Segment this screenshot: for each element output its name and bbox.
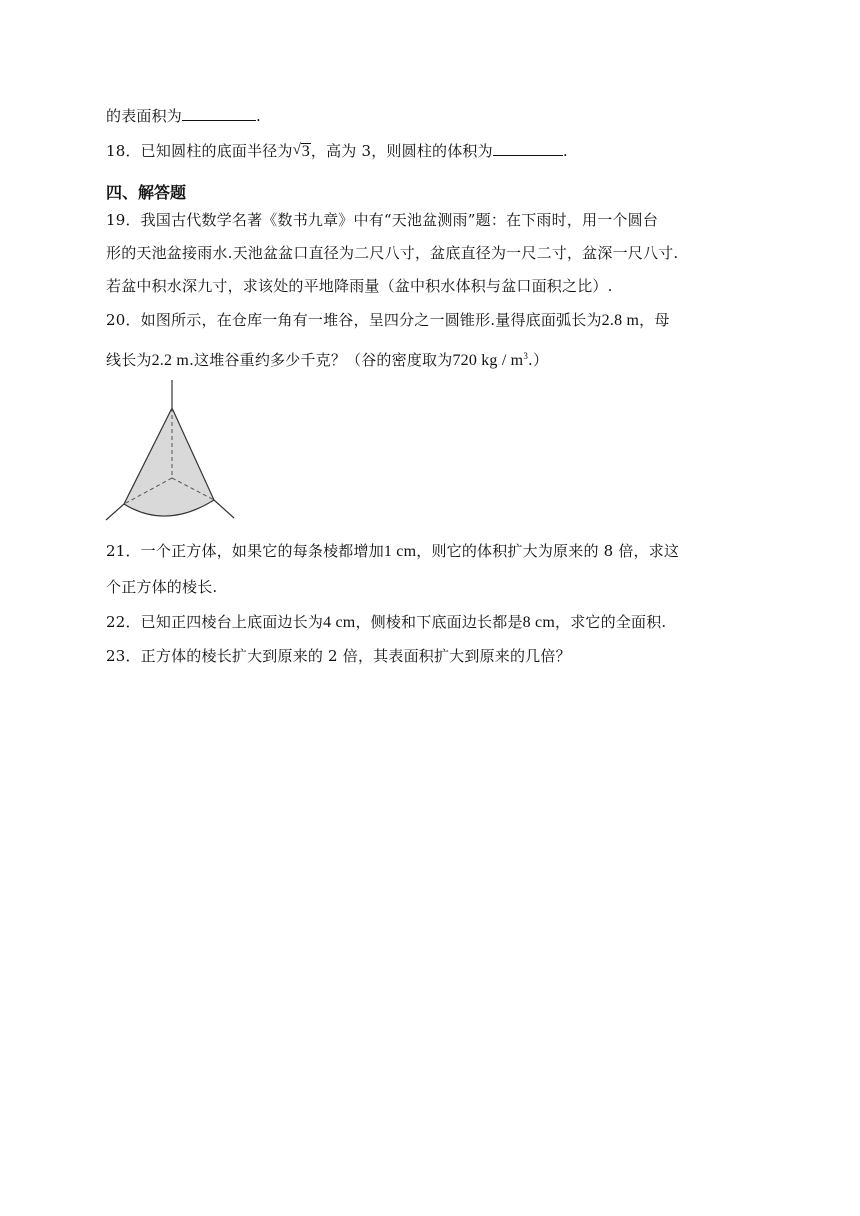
density-value: [452, 352, 528, 369]
slant-length: 2.2 m: [151, 352, 190, 369]
question-21-line-2: 个正方体的棱长.: [106, 578, 218, 596]
top-edge-length: 4 cm: [323, 614, 356, 631]
question-19-line-2: 形的天池盆接雨水.天池盆盆口直径为二尺八寸，盆底直径为一尺二寸，盆深一尺八寸.: [106, 244, 679, 262]
q22-text-b: ，侧棱和下底面边长都是: [355, 613, 523, 631]
question-19-line-1: 19．我国古代数学名著《数书九章》中有“天池盆测雨”题：在下雨时，用一个圆台: [106, 211, 659, 229]
floor-line-right: [214, 500, 234, 518]
question-20-line-1: [106, 310, 670, 331]
q18-end: .: [562, 142, 568, 160]
q22-text-a: 22．已知正四棱台上底面边长为: [106, 613, 324, 631]
q21-text-1a: 21．一个正方体，如果它的每条棱都增加: [106, 542, 384, 560]
sqrt-radicand: 3: [301, 143, 310, 160]
sqrt-3: [293, 142, 311, 162]
section-heading: 四、解答题: [106, 183, 187, 202]
radical-sign-icon: √: [292, 142, 302, 158]
q20-text-1a: 20．如图所示，在仓库一角有一堆谷，呈四分之一圆锥形.量得底面弧长为: [106, 311, 602, 329]
arc-length: 2.8 m: [601, 312, 640, 329]
q18-text-a: 18．已知圆柱的底面半径为: [106, 142, 293, 160]
q20-text-1b: ，母: [639, 311, 670, 329]
q17-end: .: [256, 107, 261, 125]
density-exponent: 3: [523, 351, 529, 361]
question-18: [106, 141, 568, 162]
edge-increase: 1 cm: [383, 543, 417, 560]
q20-text-2a: 线长为: [106, 351, 152, 369]
cone-surface: [124, 408, 214, 516]
answer-blank-18: [493, 141, 563, 156]
quarter-cone-figure: [104, 378, 238, 524]
question-19-line-3: 若盆中积水深九寸，求该处的平地降雨量（盆中积水体积与盆口面积之比）.: [106, 277, 613, 295]
q18-text-b: ，高为 3，则圆柱的体积为: [310, 142, 493, 160]
question-23: 23．正方体的棱长扩大到原来的 2 倍，其表面积扩大到原来的几倍？: [106, 647, 571, 665]
side-edge-length: 8 cm: [522, 614, 556, 631]
q22-text-c: ，求它的全面积.: [555, 613, 667, 631]
q20-text-2c: .）: [528, 351, 549, 369]
question-20-line-2: [106, 346, 548, 371]
question-21-line-1: [106, 541, 679, 562]
q17-text: 的表面积为: [106, 107, 183, 125]
q17-continuation: [106, 106, 261, 126]
q20-text-2b: .这堆谷重约多少千克？（谷的密度取为: [189, 351, 453, 369]
q21-text-1b: ，则它的体积扩大为原来的 8 倍，求这: [416, 542, 680, 560]
floor-line-left: [106, 504, 124, 520]
answer-blank-17: [182, 106, 256, 121]
density-number: 720 kg / m: [452, 352, 524, 369]
question-22: [106, 612, 666, 633]
